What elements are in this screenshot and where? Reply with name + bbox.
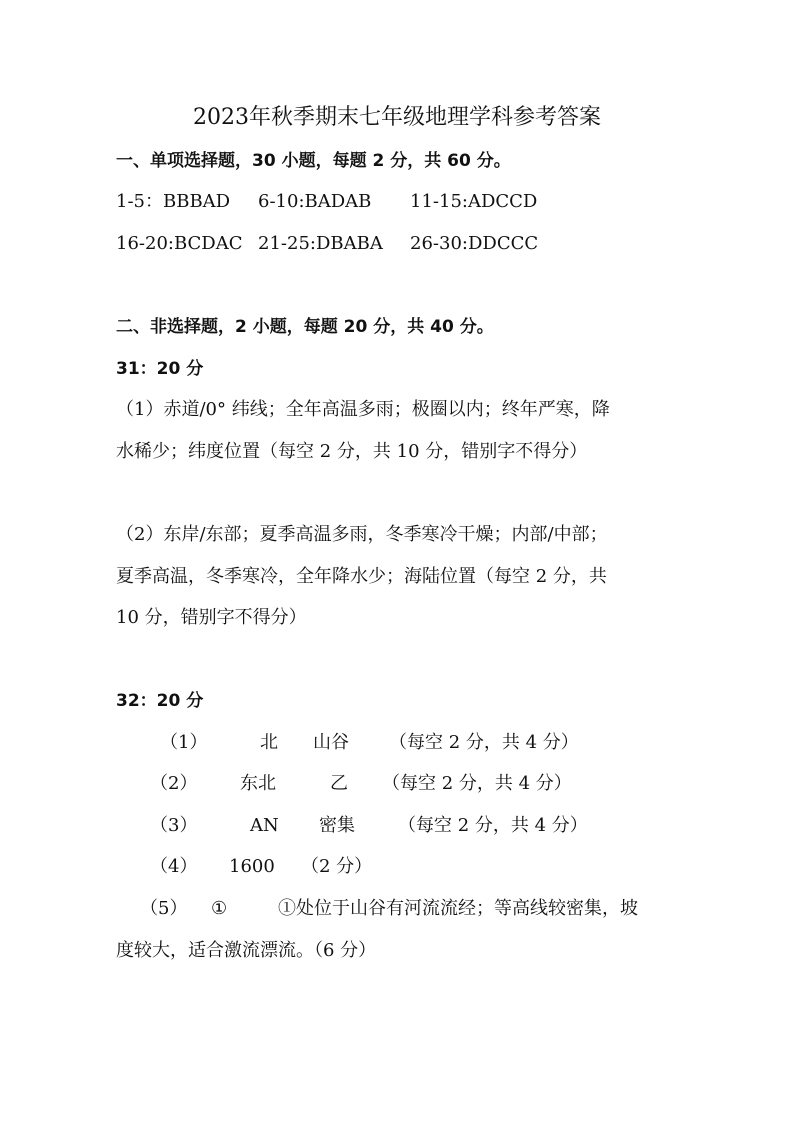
q32-part5-explanation-line1: ①处位于山谷有河流流经；等高线较密集，坡 bbox=[278, 898, 638, 919]
answer-group-1-5: 1-5：BBBAD bbox=[116, 191, 231, 212]
section-one-heading: 一、单项选择题，30 小题，每题 2 分，共 60 分。 bbox=[116, 151, 511, 171]
q32-part5-explanation-line2: 度较大，适合激流漂流。（6 分） bbox=[116, 940, 377, 961]
q31-part2-line2: 夏季高温，冬季寒冷，全年降水少；海陆位置（每空 2 分，共 bbox=[116, 566, 607, 587]
q32-part2-answer-b: 乙 bbox=[330, 773, 348, 794]
answer-group-21-25: 21-25:DBABA bbox=[258, 233, 383, 254]
q32-part3-answer-a: AN bbox=[250, 815, 279, 836]
q31-part1-line2: 水稀少；纬度位置（每空 2 分，共 10 分，错别字不得分） bbox=[116, 441, 588, 462]
q31-part1-line1: （1）赤道/0° 纬线；全年高温多雨；极圈以内；终年严寒，降 bbox=[116, 399, 610, 420]
q32-part1-number: （1） bbox=[160, 732, 208, 753]
q32-part4-number: （4） bbox=[150, 856, 198, 877]
q32-part5-number: （5） bbox=[140, 898, 188, 919]
q32-part3-answer-b: 密集 bbox=[319, 815, 355, 836]
q32-part1-answer-a: 北 bbox=[260, 732, 278, 753]
answer-group-6-10: 6-10:BADAB bbox=[258, 191, 372, 212]
q32-part2-score: （每空 2 分，共 4 分） bbox=[382, 773, 572, 794]
q32-part4-answer: 1600 bbox=[229, 856, 275, 877]
page-title: 2023年秋季期末七年级地理学科参考答案 bbox=[193, 105, 601, 130]
q31-label: 31：20 分 bbox=[116, 359, 204, 379]
q32-part3-number: （3） bbox=[150, 815, 198, 836]
answer-group-11-15: 11-15:ADCCD bbox=[410, 191, 538, 212]
answer-group-16-20: 16-20:BCDAC bbox=[116, 233, 243, 254]
q32-part2-number: （2） bbox=[150, 773, 198, 794]
q31-part2-line1: （2）东岸/东部；夏季高温多雨，冬季寒冷干燥；内部/中部； bbox=[116, 524, 608, 545]
answer-group-26-30: 26-30:DDCCC bbox=[410, 233, 539, 254]
q32-part3-score: （每空 2 分，共 4 分） bbox=[398, 815, 588, 836]
section-two-heading: 二、非选择题，2 小题，每题 20 分，共 40 分。 bbox=[116, 317, 494, 337]
q31-part2-line3: 10 分，错别字不得分） bbox=[116, 607, 307, 628]
q32-part1-score: （每空 2 分，共 4 分） bbox=[389, 732, 579, 753]
q32-part1-answer-b: 山谷 bbox=[313, 732, 349, 753]
q32-part2-answer-a: 东北 bbox=[240, 773, 276, 794]
q32-label: 32：20 分 bbox=[116, 691, 204, 711]
q32-part5-answer: ① bbox=[211, 898, 228, 919]
q32-part4-score: （2 分） bbox=[301, 856, 373, 877]
